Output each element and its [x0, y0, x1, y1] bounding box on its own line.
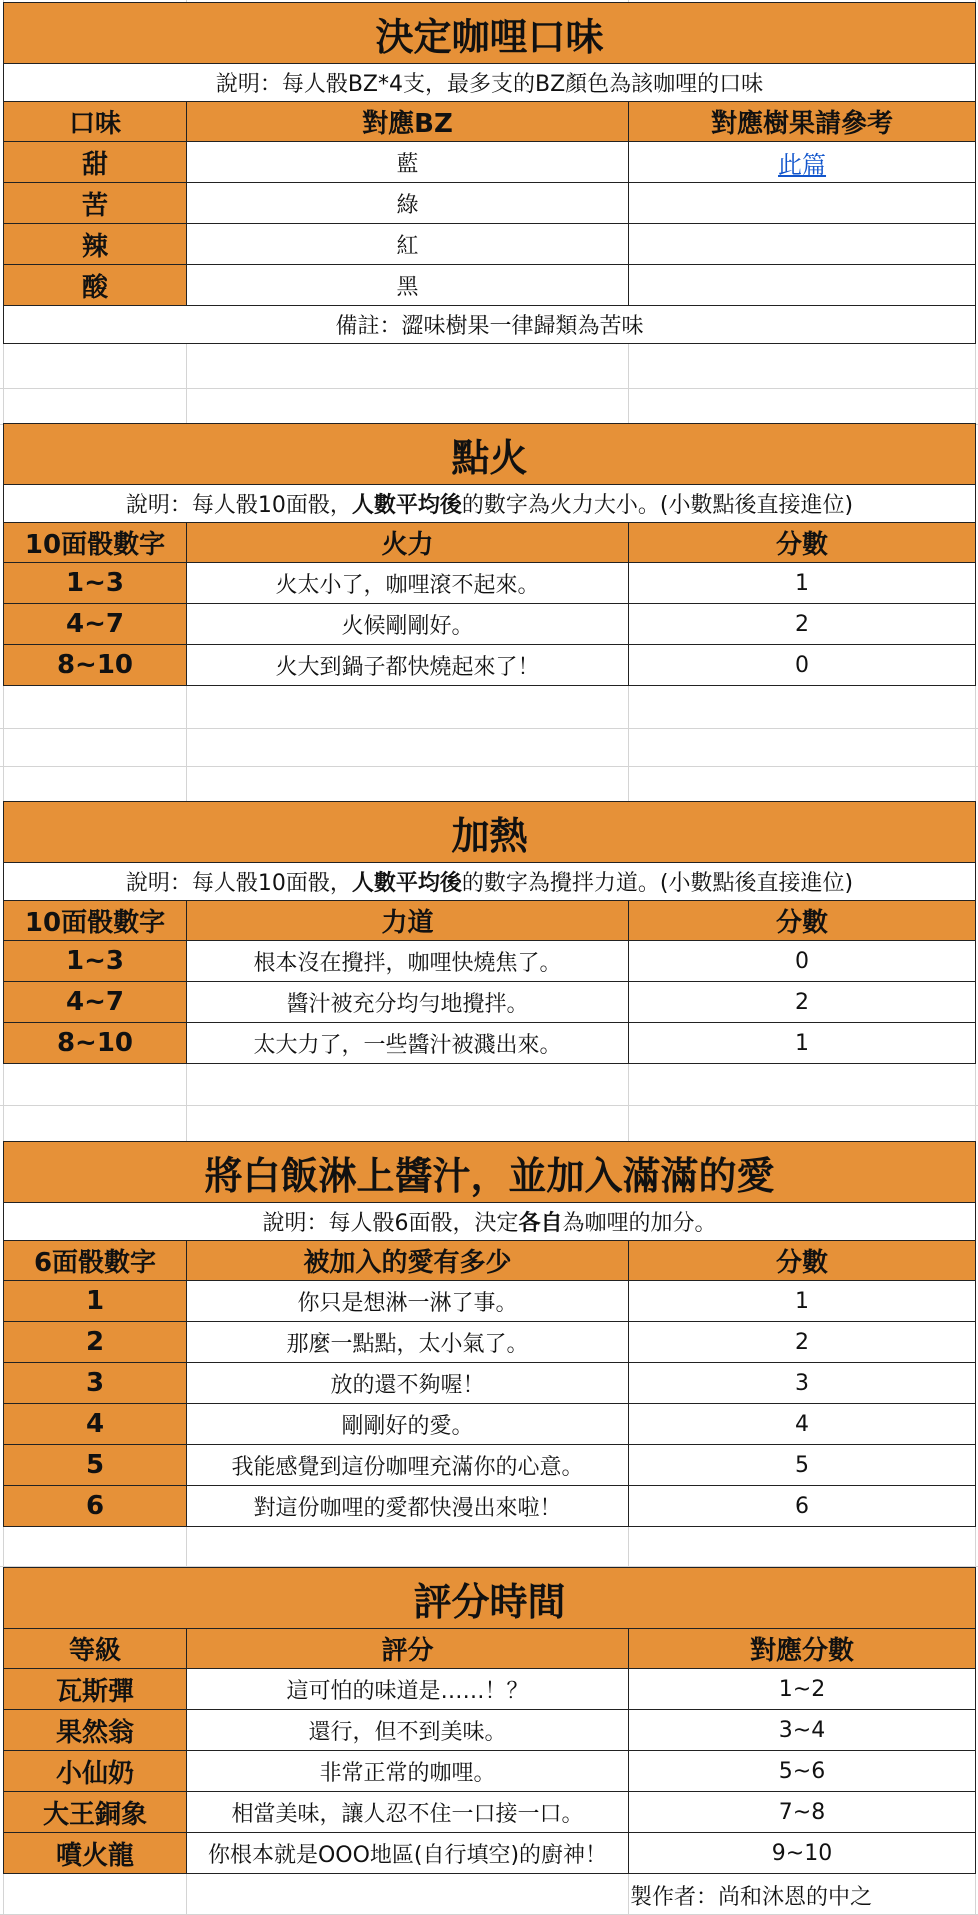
love-dice: 2: [4, 1322, 187, 1363]
table-row: [4, 142, 976, 183]
rating-level: 瓦斯彈: [4, 1669, 187, 1710]
flavor-label: 甜: [4, 142, 187, 183]
ignite-title: 點火: [4, 424, 976, 485]
love-text: 你只是想淋一淋了事。: [187, 1281, 629, 1322]
love-score: 5: [629, 1445, 976, 1486]
ignite-desc-part: 說明：每人骰10面骰，: [125, 493, 352, 518]
rating-level: 小仙奶: [4, 1751, 187, 1792]
flavor-bz: 藍: [187, 142, 629, 183]
grid-row-line: [0, 766, 978, 767]
flavor-berry-cell: [629, 265, 976, 306]
heat-text: 醬汁被充分均勻地攪拌。: [187, 982, 629, 1023]
ignite-table: [3, 423, 976, 686]
table-row: [4, 1023, 976, 1064]
love-score: 3: [629, 1363, 976, 1404]
heat-desc-bold: 人數平均後: [351, 871, 462, 896]
ignite-text: 火候剛剛好。: [187, 604, 629, 645]
flavor-table: [3, 2, 976, 344]
table-row: [4, 1445, 976, 1486]
flavor-note: 備註：澀味樹果一律歸類為苦味: [4, 306, 976, 344]
table-row: [4, 224, 976, 265]
love-text: 我能感覺到這份咖哩充滿你的心意。: [187, 1445, 629, 1486]
love-score: 2: [629, 1322, 976, 1363]
ignite-score: 0: [629, 645, 976, 686]
ignite-text: 火大到鍋子都快燒起來了！: [187, 645, 629, 686]
flavor-description: 說明：每人骰BZ*4支，最多支的BZ顏色為該咖哩的口味: [4, 64, 976, 102]
heat-description: [4, 863, 976, 901]
love-text: 那麼一點點，太小氣了。: [187, 1322, 629, 1363]
rating-header-score: 對應分數: [629, 1629, 976, 1669]
flavor-header-bz: 對應BZ: [187, 102, 629, 142]
rating-header-level: 等級: [4, 1629, 187, 1669]
table-row: [4, 982, 976, 1023]
rating-score: 3~4: [629, 1710, 976, 1751]
table-row: [4, 1363, 976, 1404]
love-desc-part: 為咖哩的加分。: [562, 1211, 717, 1236]
ignite-range: 4~7: [4, 604, 187, 645]
heat-header-score: 分數: [629, 901, 976, 941]
love-table: [3, 1141, 976, 1527]
love-dice: 5: [4, 1445, 187, 1486]
ignite-desc-part: 的數字為火力大小。(小數點後直接進位): [461, 493, 854, 518]
heat-text: 根本沒在攪拌，咖哩快燒焦了。: [187, 941, 629, 982]
rating-text: 這可怕的味道是……！？: [187, 1669, 629, 1710]
rating-score: 7~8: [629, 1792, 976, 1833]
table-row: [4, 1792, 976, 1833]
heat-range: 4~7: [4, 982, 187, 1023]
love-score: 6: [629, 1486, 976, 1527]
table-row: [4, 1751, 976, 1792]
flavor-header-taste: 口味: [4, 102, 187, 142]
love-title: 將白飯淋上醬汁，並加入滿滿的愛: [4, 1142, 976, 1203]
heat-title: 加熱: [4, 802, 976, 863]
grid-row-line: [0, 728, 978, 729]
love-text: 放的還不夠喔！: [187, 1363, 629, 1404]
table-row: [4, 1404, 976, 1445]
love-header-dice: 6面骰數字: [4, 1241, 187, 1281]
love-dice: 6: [4, 1486, 187, 1527]
heat-header-dice: 10面骰數字: [4, 901, 187, 941]
ignite-score: 2: [629, 604, 976, 645]
table-row: [4, 941, 976, 982]
table-row: [4, 645, 976, 686]
love-desc-bold: 各自: [518, 1211, 563, 1236]
heat-desc-part: 的數字為攪拌力道。(小數點後直接進位): [461, 871, 854, 896]
love-score: 1: [629, 1281, 976, 1322]
heat-score: 0: [629, 941, 976, 982]
flavor-bz: 綠: [187, 183, 629, 224]
love-dice: 1: [4, 1281, 187, 1322]
rating-score: 1~2: [629, 1669, 976, 1710]
heat-range: 8~10: [4, 1023, 187, 1064]
rating-table: [3, 1567, 976, 1874]
love-dice: 3: [4, 1363, 187, 1404]
table-row: [4, 1486, 976, 1527]
flavor-bz: 黑: [187, 265, 629, 306]
table-row: [4, 563, 976, 604]
table-row: [4, 183, 976, 224]
ignite-header-dice: 10面骰數字: [4, 523, 187, 563]
heat-header-strength: 力道: [187, 901, 629, 941]
rating-score: 9~10: [629, 1833, 976, 1874]
flavor-label: 酸: [4, 265, 187, 306]
rating-level: 大王銅象: [4, 1792, 187, 1833]
heat-score: 2: [629, 982, 976, 1023]
grid-row-line: [0, 1105, 978, 1106]
ignite-range: 8~10: [4, 645, 187, 686]
love-text: 對這份咖哩的愛都快漫出來啦！: [187, 1486, 629, 1527]
love-header-score: 分數: [629, 1241, 976, 1281]
ignite-text: 火太小了，咖哩滾不起來。: [187, 563, 629, 604]
ignite-score: 1: [629, 563, 976, 604]
ignite-range: 1~3: [4, 563, 187, 604]
flavor-label: 辣: [4, 224, 187, 265]
rating-title: 評分時間: [4, 1568, 976, 1629]
flavor-label: 苦: [4, 183, 187, 224]
love-score: 4: [629, 1404, 976, 1445]
rating-text: 非常正常的咖哩。: [187, 1751, 629, 1792]
grid-row-line: [0, 388, 978, 389]
ignite-header-score: 分數: [629, 523, 976, 563]
ignite-header-fire: 火力: [187, 523, 629, 563]
love-header-amount: 被加入的愛有多少: [187, 1241, 629, 1281]
table-row: [4, 1833, 976, 1874]
love-dice: 4: [4, 1404, 187, 1445]
rating-header-comment: 評分: [187, 1629, 629, 1669]
flavor-berry-cell: [629, 183, 976, 224]
heat-table: [3, 801, 976, 1064]
love-text: 剛剛好的愛。: [187, 1404, 629, 1445]
flavor-berry-cell: [629, 224, 976, 265]
ignite-desc-bold: 人數平均後: [351, 493, 462, 518]
berry-reference-link[interactable]: 此篇: [778, 150, 827, 179]
table-row: [4, 265, 976, 306]
love-description: [4, 1203, 976, 1241]
table-row: [4, 1710, 976, 1751]
rating-level: 果然翁: [4, 1710, 187, 1751]
table-row: [4, 1281, 976, 1322]
heat-text: 太大力了，一些醬汁被濺出來。: [187, 1023, 629, 1064]
rating-text: 還行，但不到美味。: [187, 1710, 629, 1751]
rating-text: 你根本就是OOO地區(自行填空)的廚神！: [187, 1833, 629, 1874]
flavor-header-berry: 對應樹果請參考: [629, 102, 976, 142]
table-row: [4, 1669, 976, 1710]
heat-desc-part: 說明：每人骰10面骰，: [125, 871, 352, 896]
heat-score: 1: [629, 1023, 976, 1064]
rating-text: 相當美味，讓人忍不住一口接一口。: [187, 1792, 629, 1833]
table-row: [4, 604, 976, 645]
table-row: [4, 1322, 976, 1363]
love-desc-part: 說明：每人骰6面骰，決定: [262, 1211, 519, 1236]
author-credit: 製作者：尚和沐恩的中之: [630, 1885, 873, 1910]
rating-level: 噴火龍: [4, 1833, 187, 1874]
heat-range: 1~3: [4, 941, 187, 982]
flavor-bz: 紅: [187, 224, 629, 265]
ignite-description: [4, 485, 976, 523]
flavor-title: 決定咖哩口味: [4, 3, 976, 64]
rating-score: 5~6: [629, 1751, 976, 1792]
flavor-berry-cell: [629, 142, 976, 183]
